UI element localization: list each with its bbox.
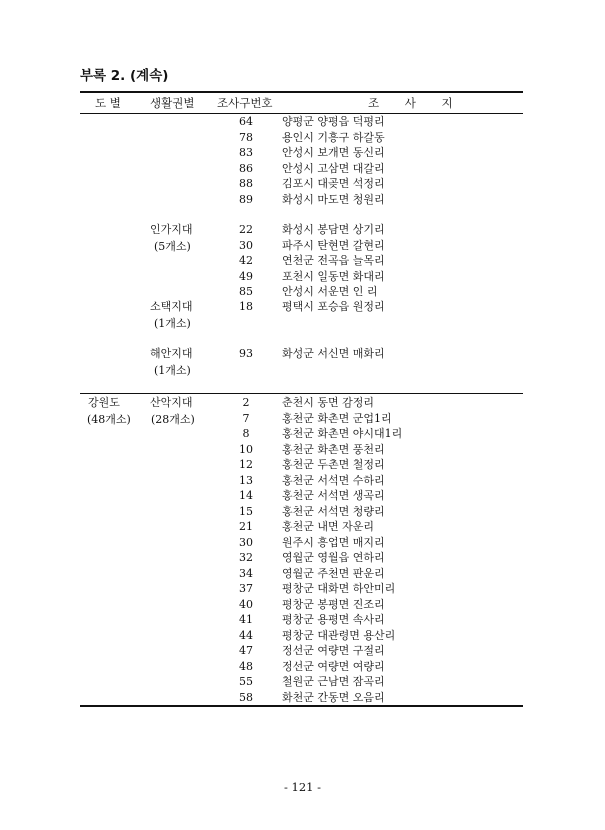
survey-number: 18 [239,300,253,313]
zone-count: (1개소) [154,363,191,377]
header-top-rule [80,91,523,93]
survey-number: 49 [239,269,253,283]
survey-number: 83 [239,146,253,159]
zone-label: 인가지대 [150,223,193,236]
header-province: 도 별 [95,96,121,110]
survey-number: 86 [239,161,253,175]
survey-number: 88 [239,177,253,190]
section-divider-rule [80,393,523,394]
zone-label: 소택지대 [150,300,193,313]
survey-number: 2 [242,396,250,409]
survey-site: 정선군 여량면 여량리 [282,659,385,673]
table-bottom-rule [80,705,523,707]
survey-number: 55 [239,675,253,688]
survey-site: 홍천군 화촌면 야시대1리 [282,427,403,440]
survey-site: 홍천군 서석면 생곡리 [282,489,385,502]
province-label: 강원도 [88,396,120,409]
header-survey-number: 조사구번호 [217,96,273,110]
survey-number: 44 [239,628,253,642]
survey-number: 12 [239,458,253,471]
survey-number: 89 [239,192,253,206]
survey-site: 화성시 마도면 청원리 [282,192,385,206]
survey-site: 평창군 대화면 하안미리 [282,582,396,595]
survey-site: 안성시 서운면 인 리 [282,285,378,298]
survey-number: 13 [239,473,253,487]
survey-site: 홍천군 서석면 청량리 [282,504,385,518]
survey-number: 32 [239,551,253,564]
zone-label: 해안지대 [150,347,193,360]
survey-number: 58 [239,690,253,704]
zone-count: (5개소) [154,239,191,253]
zone-count: (1개소) [154,316,191,330]
zone-count: (28개소) [151,412,195,426]
page-number: - 121 - [283,780,322,794]
page-title: 부록 2. (계속) [80,68,169,84]
survey-site: 춘천시 동면 감정리 [282,396,375,409]
survey-site: 철원군 근남면 잠곡리 [282,675,385,688]
survey-site: 평창군 대관령면 용산리 [282,628,396,642]
survey-number: 7 [242,411,250,425]
survey-number: 85 [239,285,253,298]
survey-number: 14 [239,489,253,502]
survey-number: 93 [239,347,253,360]
survey-site: 평택시 포승읍 원정리 [282,300,385,313]
survey-number: 41 [239,613,253,626]
survey-number: 30 [239,238,253,252]
survey-site: 평창군 용평면 속사리 [282,613,385,626]
province-count: (48개소) [87,412,131,426]
survey-number: 48 [239,659,253,673]
survey-site: 홍천군 서석면 수하리 [282,473,385,487]
survey-number: 34 [239,566,253,580]
survey-number: 30 [239,535,253,549]
survey-site: 안성시 고삼면 대갈리 [282,161,385,175]
survey-number: 10 [239,442,253,456]
survey-number: 64 [239,115,253,128]
survey-site: 홍천군 화촌면 군업1리 [282,411,392,425]
survey-site: 원주시 흥업면 매지리 [282,535,385,549]
survey-site: 김포시 대곶면 석정리 [282,177,385,190]
survey-number: 22 [239,223,253,236]
survey-number: 40 [239,597,253,611]
survey-site: 화천군 간동면 오음리 [282,690,385,704]
survey-number: 47 [239,644,253,657]
survey-number: 78 [239,130,253,144]
survey-number: 42 [239,254,253,267]
survey-site: 영월군 영월읍 연하리 [282,551,385,564]
survey-site: 홍천군 내면 자운리 [282,520,375,533]
survey-site: 양평군 양평읍 덕평리 [282,115,385,128]
survey-site: 화성군 서신면 매화리 [282,347,385,360]
survey-site: 정선군 여량면 구절리 [282,644,385,657]
survey-number: 21 [239,520,253,533]
zone-label: 산악지대 [150,396,193,409]
survey-site: 파주시 탄현면 갈현리 [282,238,385,252]
survey-site: 용인시 기흥구 하갈동 [282,130,385,144]
header-survey-site: 조 사 지 [368,96,453,110]
survey-site: 포천시 일동면 화대리 [282,269,385,283]
survey-site: 연천군 전곡읍 늘목리 [282,254,385,267]
survey-site: 홍천군 화촌면 풍천리 [282,442,385,456]
survey-site: 화성시 봉담면 상기리 [282,223,385,236]
header-living-zone: 생활권별 [150,96,195,110]
survey-site: 평창군 봉평면 진조리 [282,597,385,611]
survey-number: 8 [242,427,250,440]
survey-site: 영월군 주천면 판운리 [282,566,385,580]
survey-site: 안성시 보개면 동신리 [282,146,385,159]
survey-site: 홍천군 두촌면 철정리 [282,458,385,471]
survey-number: 37 [239,582,253,595]
survey-number: 15 [239,504,253,518]
